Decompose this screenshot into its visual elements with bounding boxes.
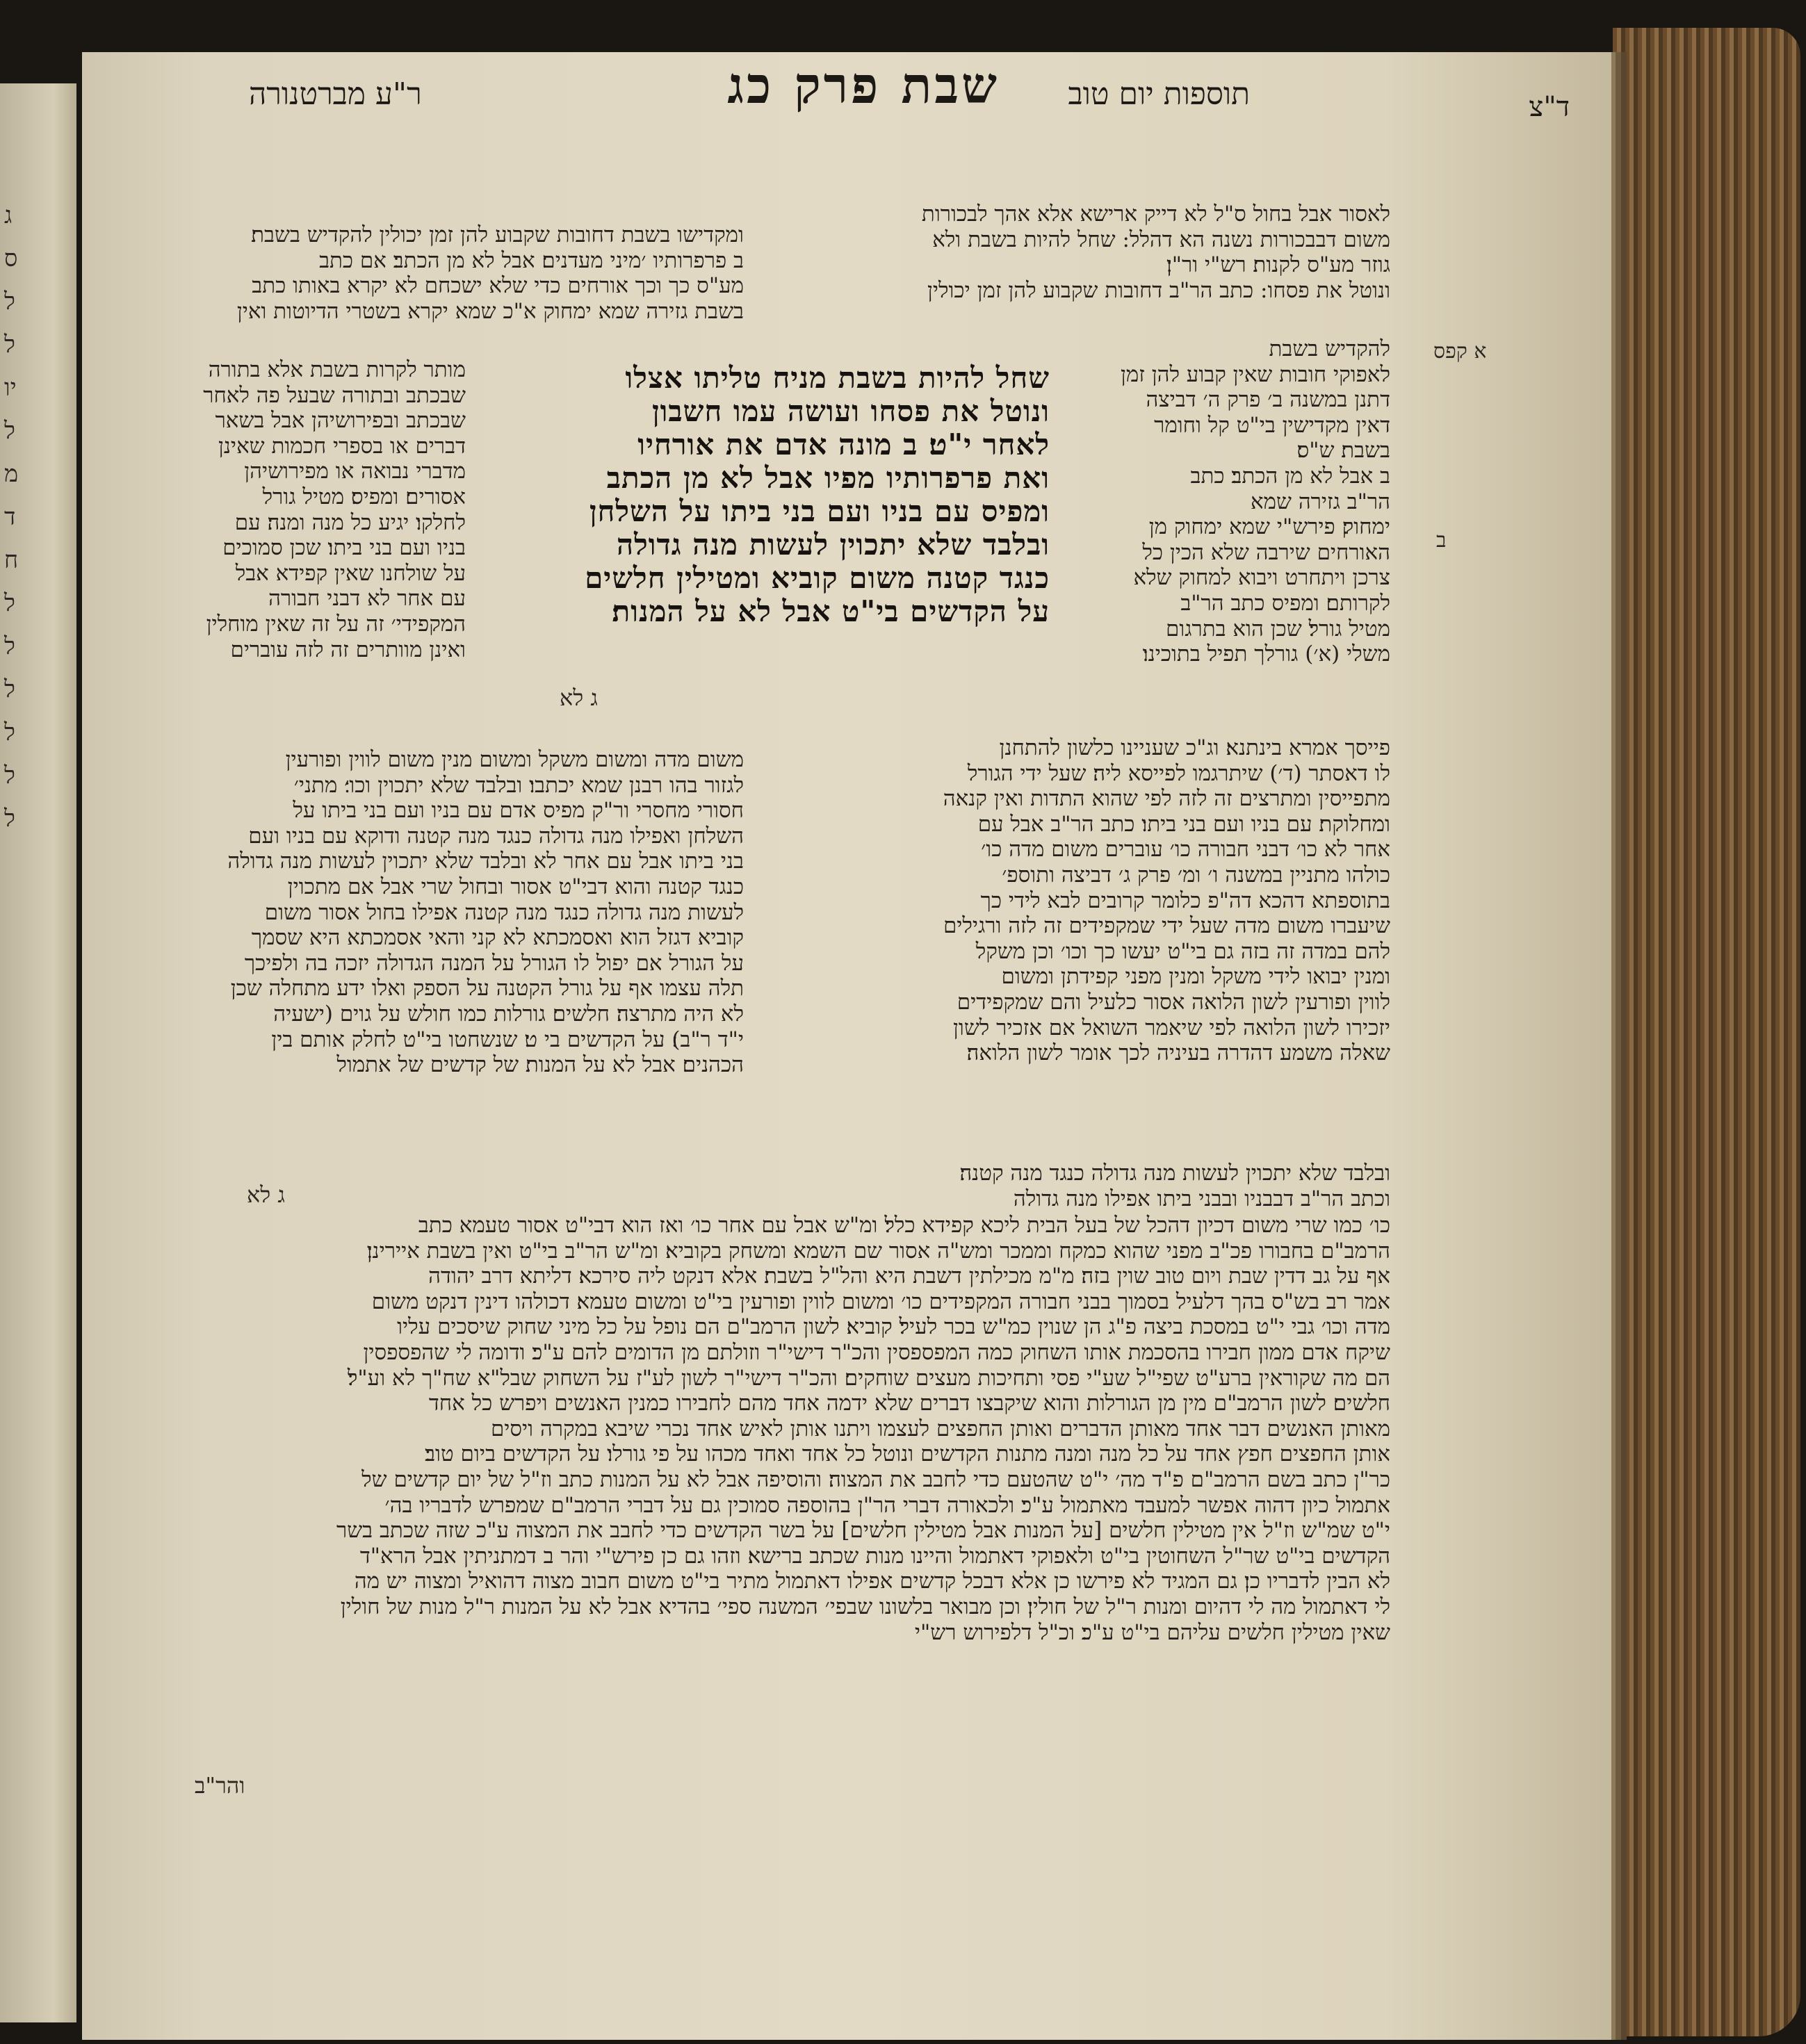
page-title: שבת פרק כג (727, 56, 1000, 115)
mid-left-commentary (118, 747, 744, 1078)
header-bartenura: ר"ע מברטנורה (249, 76, 422, 112)
mid-left-col-line: י"ד ר"ב)׃ על הקדשים בי ט׃ שנשחטו בי"ט לחלק אותם בין (271, 1027, 744, 1052)
mid-left-col-line: חסורי מחסרי ור"ק מפיס אדם עם בניו ועם בני ביתו על (293, 798, 744, 824)
bottom-lines-line: חלשים׃ לשון הרמב"ם מין מן הגורלות והוא שיקבצו דברים שלא ידמה אחד מהם לחבירו כמנין האנשים ויפרש כל אחד (428, 1391, 1390, 1416)
facing-page-glyph: ח (4, 546, 19, 574)
facing-page-glyph: מ (4, 460, 19, 488)
facing-page-glyph: ל (4, 331, 15, 359)
top-right-column (779, 202, 1390, 303)
mid-left-catchword: ג לא (247, 1182, 285, 1208)
bottom-lines-line: כו׳ כמו שרי משום דכיון דהכל של בעל הבית ליכא קפידא כלל׃ ומ"ש אבל עם אחר כו׳ ואז הוא דבי"ט אסור טעמא כתב (418, 1213, 1390, 1238)
mid-right-col-line: להם במדה זה בזה גם בי"ט יעשו כך וכו׳ וכן משקל (975, 938, 1390, 964)
facing-page-edge (0, 83, 76, 2022)
right-col-line: לאפוקי חובות שאין קבוע להן זמן (1120, 361, 1390, 387)
right-col-line: צרכן ויתחרט ויבוא למחוק שלא (1133, 565, 1390, 591)
bottom-lines-line: כר"ן כתב בשם הרמב"ם פ"ד מה׳ י"ט שהטעם כדי לחבב את המצוה׃ והוסיפה אבל לא על המנות כתב וז"ל של יום קדשים של (361, 1466, 1390, 1492)
top-right-col-line: גוזר מע"ס לקנות׃ רש"י ור"ן׃ (1166, 252, 1390, 278)
bottom-lines-line: י"ט שמ"ש וז"ל אין מטילין חלשים [על המנות אבל מטילין חלשים] על בשר הקדשים כדי לחבב את המצוה ע"כ שזה שכתב בשר (336, 1518, 1390, 1544)
left-col-line: דברים או בספרי חכמות שאינן (218, 433, 466, 459)
bottom-lines-line: הרמב"ם בחבורו פכ"ב מפני שהוא כמקח וממכר ומש"ה אסור שם השמא ומשחק בקוביא׃ ומ"ש הר"ב בי"ט ואין בשבת איירינן׃ (366, 1238, 1390, 1264)
mid-right-col-line: מתפייסין ומתרצים זה לזה לפי שהוא התדות ואין קנאה (943, 786, 1390, 812)
facing-page-glyph: ל (4, 417, 15, 445)
mid-right-col-line: ומחלוקת׃ עם בניו ועם בני ביתו׃ כתב הר"ב אבל עם (977, 811, 1390, 837)
top-right-col-line: משום דבבכורות נשנה הא דהלל: שחל להיות בשבת ולא (932, 227, 1390, 252)
margin-note-b: ב (1436, 528, 1447, 553)
main-text-line: כנגד קטנה משום קוביא ומטילין חלשים (585, 561, 1050, 595)
main-text-line: שחל להיות בשבת מניח טליתו אצלו (625, 361, 1050, 395)
bottom-lines-line: אמר רב בש"ס בהך דלעיל בסמוך בבני חבורה המקפידים כו׳ ומשום לווין ופורעין בי"ט ומשום טעמא׃ דכולהו דינין דנקט משום (371, 1289, 1390, 1314)
bottom-lines-line: לא הבין לדבריו כן׃ גם המגיד לא פירשו כן אלא דבכל קדשים אפילו דאתמול מתיר בי"ט משום חבוב מצוה דהואיל ומצוה יש מה (354, 1569, 1390, 1594)
mid-left-col-line: הכהנים׃ אבל לא על המנות׃ של קדשים של אתמול (336, 1052, 744, 1078)
mid-left-col-line: על הגורל אם יפול לו הגורל על המנה הגדולה יזכה בה ולפיכך (244, 950, 744, 976)
folio-number: ד"צ (1529, 91, 1570, 123)
mid-left-col-line: משום מדה ומשום משקל ומשום מנין משום לווין ופורעין (285, 747, 744, 772)
mid-left-col-line: השלחן ואפילו מנה גדולה כנגד מנה קטנה ודוקא עם בניו ועם (248, 823, 744, 849)
mishnah-main-text (480, 361, 1050, 628)
left-col-line: שבכתב ובפירושיהן אבל בשאר (215, 408, 466, 434)
right-col-line: בשבת׃ ש"ס׃ (1296, 438, 1390, 464)
book-fore-edge (1613, 28, 1800, 2036)
mid-left-col-line: לעשות מנה גדולה כנגד מנה קטנה אפילו בחול אסור משום (264, 899, 744, 925)
mid-right-col-line: שאלה משמע דהדרה בעיניה לכך אומר לשון הלואה׃ (966, 1040, 1390, 1066)
mid-left-col-line: לא היה מתרצה׃ חלשים׃ גורלות כמו חולש על גוים (ישעיה (273, 1001, 744, 1027)
bottom-catchword: והר"ב (195, 1772, 245, 1799)
left-col-line: על שולחנו שאין קפידא אבל (235, 560, 466, 586)
right-commentary-column (1029, 336, 1390, 667)
top-left-column (118, 222, 744, 324)
top-left-col-line: ומקדישו בשבת דחובות שקבוע להן זמן יכולין להקדיש בשבת׃ (251, 222, 744, 247)
top-right-col-line: ונוטל את פסחו: כתב הר"ב דחובות שקבוע להן זמן יכולין (927, 277, 1390, 303)
top-left-col-line: מע"ס כך וכך אורחים כדי שלא ישכחם לא יקרא באותו כתב (252, 273, 744, 299)
top-left-col-line: ב פרפרותיו ׳מיני מעדנים׃ אבל לא מן הכתב׃ אם כתב (319, 247, 744, 273)
facing-page-glyph: ל (4, 589, 15, 617)
main-text-line: ואת פרפרותיו מפיו אבל לא מן הכתב (606, 461, 1050, 495)
main-text-line: לאחר י"ט׃ ב מונה אדם את אורחיו (637, 427, 1050, 461)
left-col-line: אסורים׃ ומפיס׃ מטיל גורל (262, 484, 466, 509)
bottom-lines-line: הם מה שקוראין ברע"ט שפי"ל שע"י פסי ותחיכות מעצים שוחקים׃ והכ"ר דישי"ר לשון לע"ז על השחוק שבל"א שח"ך לא וע"ל׃ (347, 1365, 1390, 1391)
mid-right-col-line: כולהו מתניין במשנה ו׳ ומ׳ פרק ג׳ דביצה ותוספ׳ (1002, 862, 1390, 888)
left-col-line: לחלקו׃ יגיע כל מנה ומנה׃ עם (234, 509, 466, 535)
running-header (82, 56, 1611, 125)
bottom-lines-line: הקדשים בי"ט שר"ל השחוטין בי"ט ולאפוקי דאתמול והיינו מנות שכתב ברישא׃ וזהו גם כן פירש"י והר ב דמתניתין אבל הרא"ד (359, 1543, 1390, 1569)
mid-right-col-line: שיעברו משום מדה שעל ידי שמקפידים זה לזה ורגילים (943, 913, 1390, 939)
mid-right-col-line: פייסך אמרא בינתנא׃ וג"כ שעניינו כלשון להתחנן (999, 735, 1390, 760)
facing-page-glyph: ד (4, 503, 16, 531)
bottom-commentary (118, 1213, 1390, 1645)
left-col-line: עם אחר לא דבני חבורה (268, 586, 466, 612)
facing-page-glyph: ל (4, 288, 15, 316)
left-col-line: מותר לקרות בשבת אלא בתורה (208, 357, 466, 382)
bottom-lines-line: שאין מטילין חלשים עליהם בי"ט ע"כ׃ וכ"ל דלפירוש רש"י (914, 1619, 1390, 1645)
facing-page-glyph: ל (4, 676, 15, 703)
mid-left-col-line: בני ביתו אבל עם אחר לא ובלבד שלא יתכוין לעשות מנה גדולה (227, 849, 744, 874)
mid-right-col-line: ומנין יבואו לידי משקל ומנין מפני קפידתן ומשום (1001, 964, 1390, 990)
left-col-line: שבכתב ובתורה שבעל פה לאחר (203, 382, 466, 408)
bottom-lines-line: מאותן האנשים דבר אחד מאותן הדברים ואותן החפצים לעצמו ויתנו אותן לאיש אחד נכרי שיבא במקרה ויסים (490, 1416, 1390, 1441)
left-col-line: בניו ועם בני ביתו׃ שכן סמוכים (222, 535, 466, 561)
facing-page-glyph: יו (4, 374, 17, 402)
bottom-lines-line: שיקח אדם ממון חבירו בהסכמת אותו השחוק כמה המפספסין והכ"ר דישי"ר וזולתם מן הדומים להם ע"כ׃ ודומה לי שהפספסין (363, 1339, 1390, 1365)
right-col-line: לקרותם׃ ומפיס כתב הר"ב (1180, 590, 1390, 616)
main-text-line: על הקדשים בי"ט אבל לא על המנות׃ (611, 594, 1050, 628)
left-col-line: המקפידי׳ זה על זה שאין מוחלין (206, 611, 466, 637)
mid-right-col-line: לו דאסתר (ד׳) שיתרגמו לפייסא ליה׃ שעל ידי הגורל (967, 760, 1390, 786)
right-col-line: מטיל גורל׃ שכן הוא בתרגום (1166, 616, 1390, 641)
bottom-lines-line: אתמול כיון דהוה אפשר למעבד מאתמול ע"כ׃ ולכאורה דברי הר"ן בהוספה סמוכין גם על דברי הרמב"ם שמפרש לדבריו בה׳ (384, 1492, 1390, 1518)
uvilvad-paragraph (779, 1161, 1390, 1211)
right-col-line: ימחוק׃ פירש"י שמא ימחוק מן (1148, 514, 1390, 540)
right-col-line: דאין מקדישין בי"ט קל וחומר (1154, 412, 1390, 438)
right-col-line: להקדיש בשבת (1269, 336, 1390, 361)
facing-page-glyph: ל (4, 762, 15, 790)
mishnah-catchword: ג לא (560, 685, 598, 711)
margin-note-a: א קפס (1433, 339, 1487, 363)
right-col-line: ב אבל לא מן הכתב׃ כתב (1190, 463, 1390, 489)
main-text-line: ובלבד שלא יתכוין לעשות מנה גדולה (617, 528, 1050, 562)
mid-right-col-line: אחר לא כו׳ דבני חבורה כו׳ עוברים משום מדה כו׳ (981, 837, 1390, 862)
mid-right-col-line: בתוספתא דהכא דה"פ כלומר קרובים לבא לידי כך (980, 888, 1390, 913)
uvilvad-line: וכתב הר"ב דבבניו ובבני ביתו אפילו מנה גדולה (1013, 1186, 1390, 1211)
mid-right-commentary (779, 735, 1390, 1066)
bottom-lines-line: לי דאתמול מה לי דהיום ומנות ר"ל של חולין׃ וכן מבואר בלשונו שבפי׳ המשנה ספי׳ בהדיא אבל לא על המנות ר"ל מנות של חולין (340, 1594, 1390, 1619)
facing-page-glyph: ג (4, 202, 13, 229)
mid-right-col-line: לווין ופורעין לשון הלואה אסור כלעיל והם שמקפידים (957, 989, 1390, 1015)
bottom-lines-line: אותן החפצים חפץ אחד על כל מנה ומנה מתנות הקדשים ונוטל כל אחד ואחד מכהו על פי גורלו׃ על הקדשים ביום טוב׃ (425, 1441, 1390, 1467)
left-col-line: ואינן מוותרים זה לזה עוברים (230, 637, 466, 662)
bottom-lines-line: מדה וכו׳ גבי י"ט במסכת ביצה פ"ג הן שנוין כמ"ש בכר לעיל׃ קוביא׃ לשון הרמב"ם הם נופל על כל מיני שחוק שיסכים עליו (397, 1314, 1390, 1340)
top-left-col-line: בשבת גזירה שמא ימחוק א"כ שמא יקרא בשטרי הדיוטות ואין (236, 298, 744, 324)
uvilvad-line: ובלבד שלא יתכוין לעשות מנה גדולה כנגד מנה קטנה׃ (959, 1161, 1390, 1186)
right-col-line: דתנן במשנה ב׳ פרק ה׳ דביצה (1146, 387, 1390, 413)
right-col-line: משלי (א׳) גורלך תפיל בתוכינו׃ (1142, 641, 1390, 667)
main-text-line: ומפיס עם בניו ועם בני ביתו על השלחן (589, 494, 1050, 528)
mid-right-col-line: יזכירו לשון הלואה לפי שיאמר השואל אם אזכיר לשון (953, 1015, 1390, 1040)
top-right-col-line: לאסור אבל בחול ס"ל לא דייק ארישא אלא אהך לבכורות (921, 202, 1390, 227)
facing-page-glyph: ל (4, 719, 15, 746)
mid-left-col-line: כנגד קטנה והוא דבי"ט אסור ובחול שרי אבל אם מתכוין (287, 874, 744, 899)
facing-page-glyph: ס (4, 245, 18, 272)
facing-page-glyph: ל (4, 805, 15, 833)
right-col-line: הר"ב גזירה שמא (1251, 489, 1390, 514)
mid-left-col-line: קוביא דגזל הוא ואסמכתא לא קני והאי אסמכתא היא שסמך (251, 925, 744, 951)
right-col-line: האורחים שירבה שלא הכין כל (1142, 539, 1390, 565)
facing-page-glyph: ל (4, 632, 15, 660)
left-col-line: מדברי נבואה או מפירושיהן (244, 459, 466, 484)
mid-left-col-line: תלה עצמו אף על גורל הקטנה על הספק ואלו ידע מתחלה שכן (230, 976, 744, 1001)
bottom-lines-line: אף על גב דדין שבת ויום טוב שוין בזה׃ מ"מ מכילתין דשבת היא והל"ל בשבת׃ אלא דנקט ליה סירכא׃ דליתא דרב יהודה (428, 1264, 1390, 1289)
mid-left-col-line: לגזור בהו רבנן שמא יכתבו׃ ובלבד שלא יתכוין וכו׳׃ מתני׳ (293, 772, 744, 798)
main-text-line: ונוטל את פסחו ועושה עמו חשבון (651, 394, 1050, 428)
header-tosafot: תוספות יום טוב (1068, 76, 1250, 112)
left-commentary-column (118, 357, 466, 662)
